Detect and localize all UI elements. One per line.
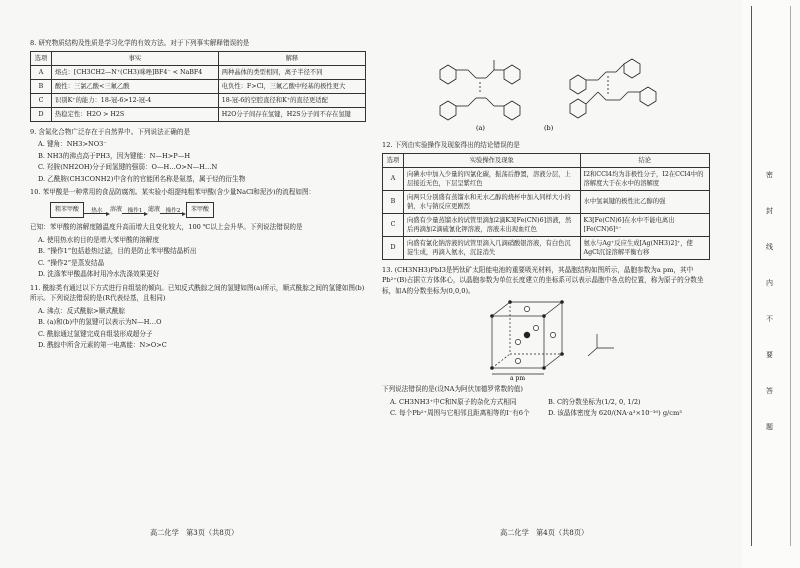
table-row [31,93,366,107]
row-conclusion: 氨水与Ag⁺反应生成[Ag(NH3)2]⁺，使AgCl沉淀溶解平衡右移 [580,236,709,259]
right-page-footer: 高二化学 第4页（共8页） [500,528,589,537]
q8-header-option: 选项 [31,51,52,65]
q9-option-b: B. NH3的沸点高于PH3，因为键能：N—H>P—H [38,151,191,160]
q13-option-a: A. CH3NH3⁺中C和N原子的杂化方式相同 [390,397,517,406]
q8-table [30,51,366,122]
row-conclusion: I2和CCl4均为非极性分子，I2在CCl4中的溶解度大于在水中的溶解度 [580,167,709,190]
q8-header-fact: 事实 [52,51,219,65]
q9-option-c: C. 羟胺(NH2OH)分子间氢键的强弱：O—H…O>N—H…N [38,163,218,171]
flow-end-box: 苯甲酸 [186,202,214,219]
row-option: D [383,236,404,259]
acylhydrazone-structures-figure [420,40,680,132]
table-row [383,236,710,259]
seal-line [751,6,752,546]
q13-option-c: C. 每个Pb²⁺周围与它相邻且距离相等的I⁻有6个 [390,409,530,417]
q10-option-c: C. “操作2”是蒸发结晶 [38,258,105,267]
q9-stem: 9. 含氮化合物广泛存在于自然界中。下列说法正确的是 [30,127,191,136]
q13-options [382,397,710,420]
right-page [382,140,710,420]
table-row [31,65,366,79]
left-page-footer: 高二化学 第3页（共8页） [150,528,239,537]
seal-line-inner [790,6,791,546]
q11-option-b: B. (a)和(b)中的氢键可以表示为N—H…O [38,318,162,326]
q12-header-option: 选项 [383,153,404,167]
seal-char: 密 [766,171,773,179]
row-operation: 向碘水中加入少量的四氯化碳，振荡后静置，溶液分层，上层接近无色，下层呈紫红色 [404,167,581,190]
q13-stem: 13. (CH3NH3)PbI3是钙钛矿太阳能电池的重要吸光材料，其晶胞结构如图所示，晶胞参数为a pm，其中Pb²⁺(B)占据立方体体心，以晶胞参数为单位长度建立的坐标系可以表示晶胞中各点的位置，称为原子的分数坐标，如A的分数坐标为(0,0,0)。 [382,265,704,295]
seal-char: 要 [766,351,773,359]
flow-arrow-op1: 操作1 [122,206,148,214]
row-fact: 熔点：[CH3CH2—N⁺(CH3)咪唑]BF4⁻ < NaBF4 [52,65,219,79]
row-conclusion: K3[Fe(CN)6]在水中不能电离出[Fe(CN)6]³⁻ [580,213,709,236]
figure-a-label: (a) [476,124,485,132]
row-fact: 识别K⁺的能力：18-冠-6>12-冠-4 [52,93,219,107]
flow-arrow-op2: 操作2 [160,206,186,214]
table-row [383,190,710,213]
row-conclusion: 水中氢氧键的极性比乙醇的强 [580,190,709,213]
q10-option-b: B. “操作1”包括趁热过滤，目的是防止苯甲酸结晶析出 [38,247,197,255]
table-row [383,213,710,236]
seal-char: 不 [766,315,773,323]
q8-header-explanation: 解释 [218,51,365,65]
q13-option-b: B. C的分数坐标为(1/2, 0, 1/2) [548,397,641,406]
row-fact: 酸性：三氯乙酸<三氟乙酸 [52,79,219,93]
flow-start-box: 粗苯甲酸 [50,202,84,219]
seal-char: 内 [766,279,773,287]
q8-stem: 8. 研究物质结构及性质是学习化学的有效方法。对于下列事实解释错误的是 [30,39,250,47]
left-page [30,38,366,352]
q12-stem: 12. 下列由实验操作及现象得出的结论错误的是 [382,141,520,149]
seal-char: 封 [766,207,773,215]
row-explanation: 两种晶体的类型相同，离子半径不同 [218,65,365,79]
q11-stem: 11. 酰腙类有通过以下方式进行自组装的倾向。已知反式酰腙之间的氢键如图(a)所示，顺式酰腙之间的氢键如图(b)所示。下列说法错误的是(R代表烃基，且相同) [30,283,365,302]
q10-stem: 10. 苯甲酸是一种常用的食品防腐剂。某实验小组提纯粗苯甲酸(含少量NaCl和泥沙)的流程如图： [30,188,316,196]
row-explanation: 电负性：F>Cl，三氟乙酸中羟基的极性更大 [218,79,365,93]
seal-char: 答 [766,387,773,395]
row-explanation: H2O分子间存在氢键，H2S分子间不存在氢键 [218,107,365,121]
row-option: B [383,190,404,213]
flow-filtrate: 滤液 [148,205,161,213]
seal-char: 线 [766,243,773,251]
table-row [31,79,366,93]
q12-header-conclusion: 结论 [580,153,709,167]
row-option: B [31,79,52,93]
q13-option-d: D. 该晶体密度为 620/(NA·a³×10⁻³⁰) g/cm³ [548,409,682,417]
figure-b-label: (b) [544,124,554,132]
row-operation: 向两只分别盛有蒸馏水和无水乙醇的烧杯中加入同样大小的钠，水与钠反应更剧烈 [404,190,581,213]
q13-question: 下列说法错误的是(设NA为阿伏加德罗常数的值) [382,385,523,393]
row-option: C [383,213,404,236]
row-fact: 热稳定性：H2O > H2S [52,107,219,121]
q10-note: 已知：苯甲酸的溶解度随温度升高而增大且变化较大，100 ℃以上会升华。下列说法错误的是 [30,223,303,231]
q10-flowchart [50,202,366,219]
row-operation: 向盛有少量蒸馏水的试管里滴加2滴K3[Fe(CN)6]溶液，然后再滴加2滴硫氰化钾溶液，溶液未出现血红色 [404,213,581,236]
row-option: D [31,107,52,121]
table-row [383,167,710,190]
q11-option-a: A. 沸点：反式酰腙>顺式酰腙 [38,306,126,315]
row-option: C [31,93,52,107]
q9-option-a: A. 键角：NH3>NO3⁻ [38,140,107,148]
q9-option-d: D. 乙酰胺(CH3CONH2)中含有的官能团名称是氨基，属于烃的衍生物 [38,174,246,183]
q11-option-c: C. 酰腙通过氢键完成自组装形成超分子 [38,329,153,338]
binding-margin-strip [742,0,800,568]
q10-option-d: D. 洗涤苯甲酸晶体时用冷水洗涤效果更好 [38,270,160,278]
flow-arrow-hot-water: 热水 [84,206,110,214]
q11-option-d: D. 酰腙中所含元素的第一电离能：N>O>C [38,341,167,349]
table-row [31,107,366,121]
row-explanation: 18-冠-6的空腔直径和K⁺的直径更适配 [218,93,365,107]
unit-cell-figure [452,298,652,382]
cell-parameter-label: a pm [510,375,526,382]
q10-option-a: A. 使用热水的目的是增大苯甲酸的溶解度 [38,235,160,244]
row-option: A [31,65,52,79]
q12-header-operation: 实验操作及现象 [404,153,581,167]
row-operation: 向盛有氯化钠溶液的试管里滴入几滴硝酸银溶液，有白色沉淀生成，再滴入氨水，沉淀消失 [404,236,581,259]
flow-solution: 溶液 [110,205,123,213]
q12-table [382,153,710,260]
seal-char: 题 [766,423,773,431]
row-option: A [383,167,404,190]
